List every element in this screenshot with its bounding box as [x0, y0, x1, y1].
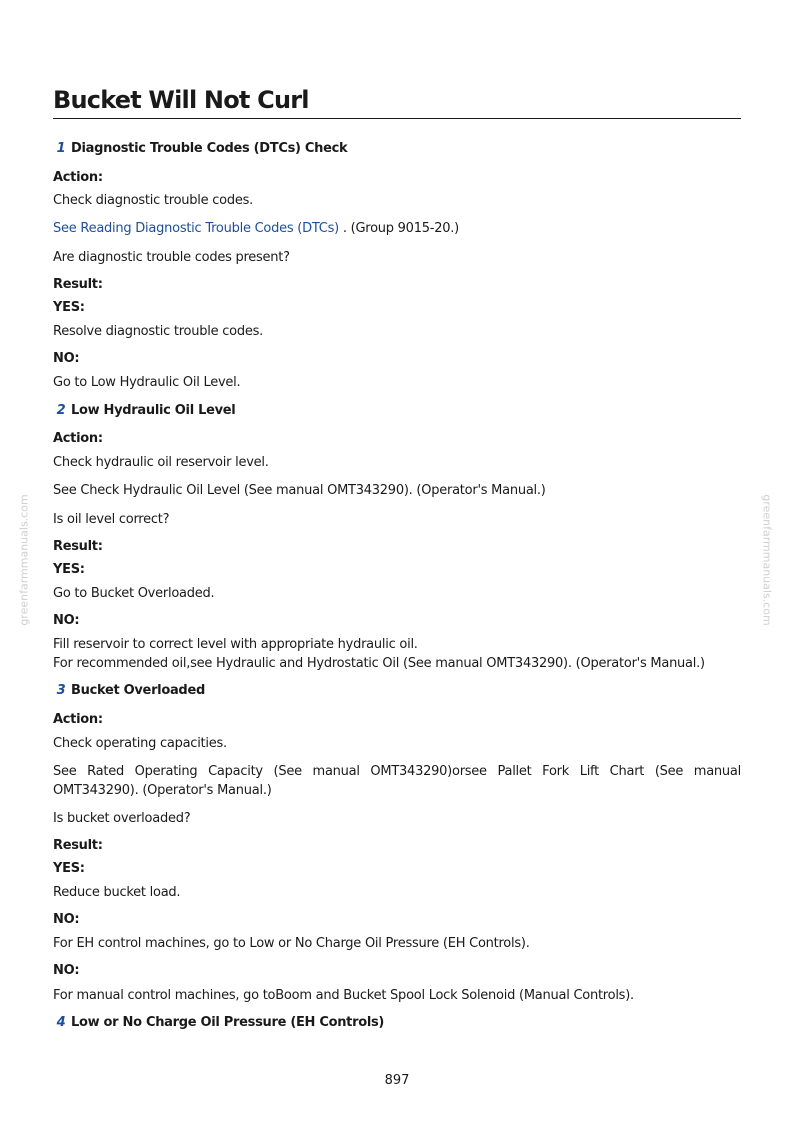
step-2-action-label: Action: — [53, 431, 103, 446]
step-2-action: Check hydraulic oil reservoir level. — [53, 455, 269, 470]
step-1-reference-group: . (Group 9015-20.) — [338, 221, 459, 236]
step-2-result-label: Result: — [53, 539, 103, 554]
step-2-question: Is oil level correct? — [53, 512, 170, 527]
step-1-no-label: NO: — [53, 351, 80, 366]
watermark-right: greenfarmmanuals.com — [760, 494, 774, 626]
step-4-number: 4 — [56, 1015, 66, 1030]
step-4-heading — [53, 1015, 384, 1030]
step-1-title: Diagnostic Trouble Codes (DTCs) Check — [71, 141, 348, 156]
step-2-no-line-2: For recommended oil,see Hydraulic and Hydrostatic Oil (See manual OMT343290). (Operator's Manual.) — [53, 656, 705, 671]
step-2-number: 2 — [56, 403, 66, 418]
page-number: 897 — [384, 1073, 410, 1088]
step-2-reference: See Check Hydraulic Oil Level (See manual OMT343290). (Operator's Manual.) — [53, 483, 546, 498]
step-1-no: Go to Low Hydraulic Oil Level. — [53, 375, 241, 390]
step-2-yes-label: YES: — [53, 562, 85, 577]
step-1-action-label: Action: — [53, 170, 103, 185]
step-2-title: Low Hydraulic Oil Level — [71, 403, 236, 418]
step-2-no-line-1: Fill reservoir to correct level with appropriate hydraulic oil. — [53, 637, 418, 652]
page-title: Bucket Will Not Curl — [53, 86, 741, 119]
step-3-action-label: Action: — [53, 712, 103, 727]
step-1-heading — [53, 141, 347, 156]
document-page — [53, 86, 741, 1030]
step-3-no-label: NO: — [53, 912, 80, 927]
step-3-no: For EH control machines, go to Low or No Charge Oil Pressure (EH Controls). — [53, 936, 530, 951]
step-2-yes: Go to Bucket Overloaded. — [53, 586, 215, 601]
step-4-title: Low or No Charge Oil Pressure (EH Controls) — [71, 1015, 385, 1030]
step-3-no-2-label: NO: — [53, 963, 80, 978]
step-1-yes: Resolve diagnostic trouble codes. — [53, 324, 263, 339]
step-1-result-label: Result: — [53, 277, 103, 292]
step-1-yes-label: YES: — [53, 300, 85, 315]
step-1-reference — [53, 219, 459, 238]
step-1-question: Are diagnostic trouble codes present? — [53, 250, 290, 265]
step-2-heading — [53, 403, 235, 418]
step-3-number: 3 — [56, 683, 66, 698]
step-3-yes-label: YES: — [53, 861, 85, 876]
step-3-result-label: Result: — [53, 838, 103, 853]
step-3-yes: Reduce bucket load. — [53, 885, 181, 900]
step-3-title: Bucket Overloaded — [71, 683, 205, 698]
step-3-reference: See Rated Operating Capacity (See manual OMT343290)orsee Pallet Fork Lift Chart (See manual OMT343290). (Operator's Manual.) — [53, 764, 741, 798]
step-3-heading — [53, 683, 205, 698]
step-2-no-label: NO: — [53, 613, 80, 628]
watermark-left: greenfarmmanuals.com — [17, 494, 31, 626]
step-3-action: Check operating capacities. — [53, 736, 227, 751]
step-1-number: 1 — [56, 141, 66, 156]
step-3-question: Is bucket overloaded? — [53, 811, 191, 826]
step-1-action: Check diagnostic trouble codes. — [53, 193, 254, 208]
reading-dtcs-link[interactable]: See Reading Diagnostic Trouble Codes (DTCs) — [53, 221, 339, 236]
step-3-no-2: For manual control machines, go toBoom and Bucket Spool Lock Solenoid (Manual Controls). — [53, 988, 634, 1003]
